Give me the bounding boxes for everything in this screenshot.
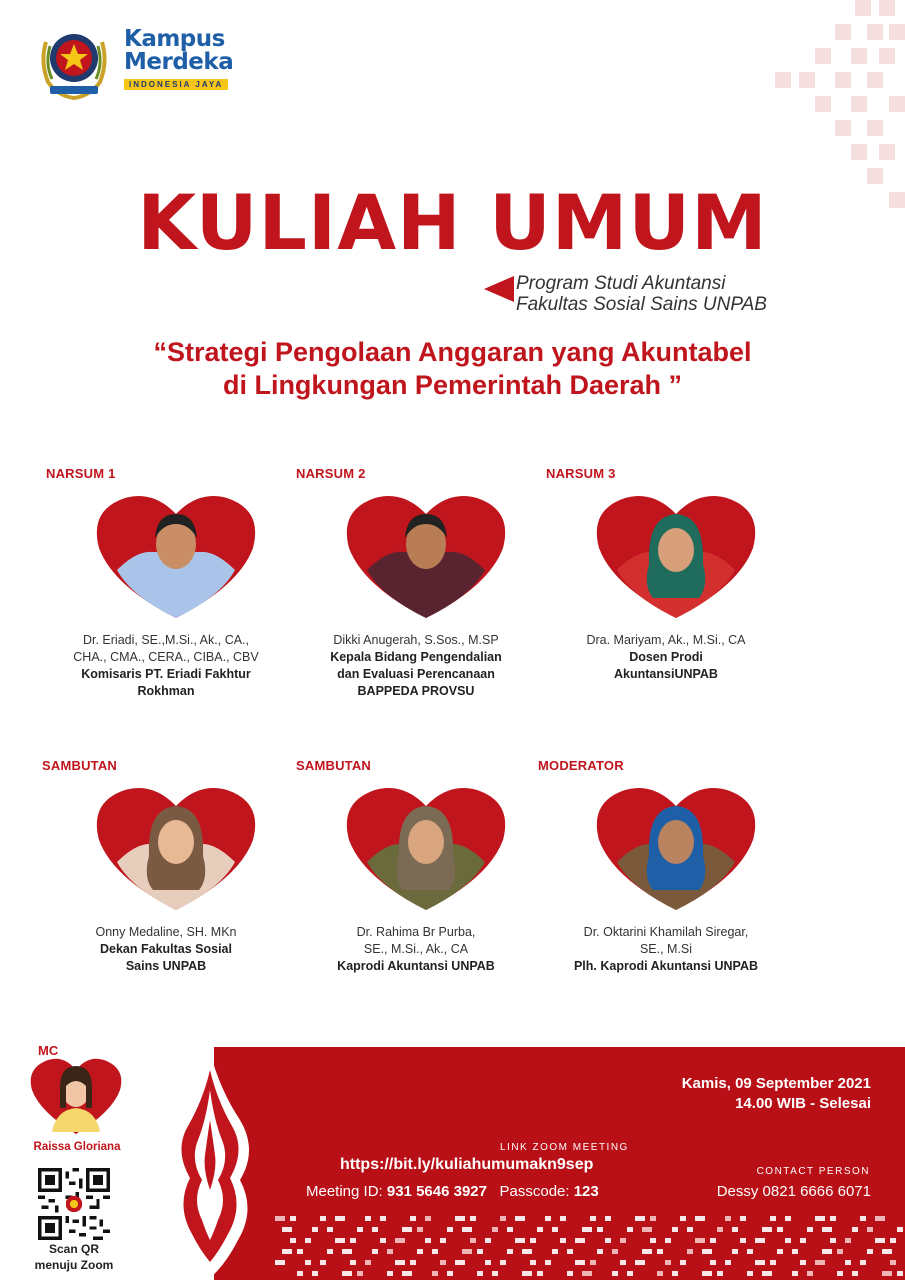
pattern-cell (477, 1271, 483, 1276)
unpab-emblem-icon (36, 22, 112, 100)
speaker-title-line: Kaprodi Akuntansi UNPAB (337, 959, 495, 973)
pattern-cell (297, 1249, 303, 1254)
pattern-cell (335, 1216, 345, 1221)
pattern-cell (530, 1238, 536, 1243)
pattern-cell (432, 1271, 438, 1276)
speaker-title-line: dan Evaluasi Perencanaan (337, 667, 495, 681)
pattern-cell (657, 1271, 663, 1276)
pattern-cell (845, 1238, 851, 1243)
speaker-photo (591, 778, 761, 913)
pattern-cell (477, 1249, 483, 1254)
speaker-name-line: Dr. Oktarini Khamilah Siregar, (583, 925, 749, 939)
pattern-cell (695, 1216, 705, 1221)
pattern-cell (755, 1238, 765, 1243)
pattern-cell (387, 1249, 393, 1254)
pattern-cell (620, 1238, 626, 1243)
speaker-name-line: SE., M.Si (639, 942, 693, 956)
pattern-cell (800, 1238, 806, 1243)
pattern-cell (410, 1216, 416, 1221)
meeting-id-label: Meeting ID: (306, 1183, 383, 1200)
pattern-cell (732, 1227, 738, 1232)
pattern-cell (275, 1216, 285, 1221)
kampus-logo-tagline: INDONESIA JAYA (124, 79, 228, 90)
pattern-cell (890, 1260, 896, 1265)
speaker-title-line: Sains UNPAB (125, 959, 207, 973)
mc-role-label: MC (38, 1043, 59, 1058)
mc-photo (26, 1052, 126, 1137)
pattern-cell (875, 1216, 885, 1221)
gorga-ornament-icon (160, 1050, 260, 1280)
pattern-cell (552, 1249, 558, 1254)
pattern-cell (290, 1216, 296, 1221)
pattern-cell (837, 1249, 843, 1254)
speaker-photo (91, 486, 261, 621)
pattern-cell (432, 1249, 438, 1254)
pattern-cell (417, 1227, 423, 1232)
pattern-cell (807, 1271, 813, 1276)
pattern-cell (380, 1216, 386, 1221)
pattern-cell (492, 1227, 498, 1232)
speaker-photo (341, 778, 511, 913)
pattern-cell (575, 1260, 585, 1265)
qr-caption-line2: menuju Zoom (34, 1258, 114, 1272)
pattern-cell (380, 1238, 386, 1243)
pattern-cell (792, 1271, 798, 1276)
speaker-name-line: CHA., CMA., CERA., CIBA., CBV (73, 650, 259, 664)
pattern-cell (597, 1227, 603, 1232)
pattern-cell (515, 1216, 525, 1221)
pattern-cell (290, 1238, 296, 1243)
speaker-title-line: Rokhman (137, 684, 195, 698)
pattern-cell (672, 1227, 678, 1232)
pattern-cell (507, 1249, 513, 1254)
pattern-cell (335, 1238, 345, 1243)
pattern-cell (800, 1260, 806, 1265)
pattern-cell (305, 1260, 311, 1265)
pattern-cell (830, 1216, 836, 1221)
pattern-cell (860, 1216, 866, 1221)
pattern-cell (590, 1260, 596, 1265)
page-title: KULIAH UMUM (137, 178, 768, 267)
speaker-photo (591, 486, 761, 621)
pattern-cell (470, 1238, 476, 1243)
pattern-cell (740, 1238, 746, 1243)
qr-caption-line1: Scan QR (48, 1242, 99, 1256)
speaker-title-line: Kepala Bidang Pengendalian (330, 650, 502, 664)
pattern-cell (597, 1249, 603, 1254)
speaker-role: NARSUM 3 (546, 466, 616, 481)
speaker-name-line: Dr. Rahima Br Purba, (356, 925, 476, 939)
pattern-cell (582, 1227, 592, 1232)
pattern-cell (882, 1249, 892, 1254)
pattern-cell (717, 1271, 723, 1276)
speaker-title-line: AkuntansiUNPAB (614, 667, 718, 681)
pattern-cell (830, 1238, 836, 1243)
pattern-cell (627, 1227, 633, 1232)
speaker-card (42, 758, 286, 1028)
pattern-cell (522, 1249, 532, 1254)
speaker-title-line: Dosen Prodi (629, 650, 703, 664)
pattern-cell (275, 1260, 285, 1265)
triangle-marker-icon (484, 276, 514, 302)
pattern-cell (650, 1216, 656, 1221)
pattern-cell (312, 1227, 318, 1232)
pattern-cell (455, 1216, 465, 1221)
speaker-card (538, 758, 786, 1028)
pattern-cell (897, 1227, 903, 1232)
pattern-cell (732, 1249, 738, 1254)
pattern-cell (837, 1271, 843, 1276)
speaker-name-line: SE., M.Si., Ak., CA (363, 942, 469, 956)
program-subtitle (516, 273, 896, 315)
pattern-cell (462, 1227, 472, 1232)
pattern-cell (560, 1216, 566, 1221)
pattern-cell (492, 1271, 498, 1276)
pattern-cell (545, 1216, 551, 1221)
speaker-card (296, 758, 536, 1028)
pattern-cell (702, 1271, 712, 1276)
pattern-cell (860, 1260, 866, 1265)
speaker-title-line: BAPPEDA PROVSU (357, 684, 475, 698)
pattern-cell (320, 1216, 326, 1221)
pattern-cell (350, 1238, 356, 1243)
pattern-cell (537, 1227, 543, 1232)
pattern-cell (890, 1238, 896, 1243)
pattern-cell (725, 1260, 731, 1265)
pattern-cell (350, 1260, 356, 1265)
pattern-cell (785, 1216, 791, 1221)
pattern-cell (447, 1271, 453, 1276)
footer-decorative-pattern (275, 1212, 905, 1280)
pattern-cell (777, 1249, 783, 1254)
zoom-qr-code[interactable] (38, 1168, 110, 1240)
pattern-cell (365, 1216, 371, 1221)
pattern-cell (560, 1238, 566, 1243)
theme-line2: di Lingkungan Pemerintah Daerah ” (222, 370, 683, 400)
pattern-cell (755, 1260, 765, 1265)
pattern-cell (792, 1249, 798, 1254)
pattern-cell (500, 1216, 506, 1221)
pattern-cell (687, 1227, 693, 1232)
event-time: 14.00 WIB - Selesai (735, 1095, 871, 1112)
pattern-cell (507, 1227, 513, 1232)
pattern-cell (605, 1216, 611, 1221)
pattern-cell (425, 1238, 431, 1243)
kampus-logo-line1: Kampus (124, 26, 225, 52)
pattern-cell (770, 1216, 776, 1221)
event-datetime (560, 1074, 871, 1114)
pattern-cell (807, 1227, 813, 1232)
pattern-cell (665, 1260, 671, 1265)
pattern-cell (680, 1216, 686, 1221)
meeting-id-value: 931 5646 3927 (386, 1183, 487, 1200)
contact-person-label: CONTACT PERSON (756, 1166, 870, 1177)
pattern-cell (417, 1249, 423, 1254)
pattern-cell (387, 1271, 393, 1276)
pattern-cell (575, 1238, 585, 1243)
pattern-cell (567, 1271, 573, 1276)
pattern-cell (462, 1249, 472, 1254)
zoom-link-label: LINK ZOOM MEETING (500, 1142, 629, 1153)
pattern-cell (725, 1216, 731, 1221)
pattern-cell (282, 1249, 292, 1254)
pattern-cell (875, 1238, 885, 1243)
speaker-role: NARSUM 2 (296, 466, 366, 481)
event-date: Kamis, 09 September 2021 (681, 1075, 871, 1092)
pattern-cell (402, 1271, 412, 1276)
kampus-logo-line2: Merdeka (124, 49, 234, 75)
pattern-cell (327, 1227, 333, 1232)
pattern-cell (522, 1271, 532, 1276)
pattern-cell (320, 1260, 326, 1265)
speaker-info (46, 632, 286, 700)
pattern-cell (567, 1249, 573, 1254)
pattern-cell (702, 1249, 712, 1254)
pattern-cell (642, 1227, 652, 1232)
pattern-cell (470, 1216, 476, 1221)
pattern-cell (342, 1271, 352, 1276)
kampus-merdeka-logo (124, 28, 274, 92)
program-line2: Fakultas Sosial Sains UNPAB (516, 294, 767, 315)
pattern-cell (312, 1271, 318, 1276)
theme-line1: “Strategi Pengolaan Anggaran yang Akuntabel (153, 337, 752, 367)
pattern-cell (620, 1260, 626, 1265)
pattern-cell (402, 1227, 412, 1232)
pattern-cell (365, 1260, 371, 1265)
lecture-theme (60, 336, 845, 402)
pattern-cell (357, 1227, 363, 1232)
pattern-cell (882, 1271, 892, 1276)
pattern-cell (590, 1216, 596, 1221)
pattern-cell (672, 1271, 678, 1276)
pattern-cell (440, 1260, 446, 1265)
pattern-cell (582, 1271, 592, 1276)
pattern-cell (410, 1260, 416, 1265)
pattern-cell (440, 1238, 446, 1243)
pattern-cell (657, 1249, 663, 1254)
pattern-cell (695, 1238, 705, 1243)
speaker-card (46, 466, 286, 736)
speaker-info (546, 632, 786, 683)
pattern-cell (327, 1249, 333, 1254)
meeting-credentials (306, 1183, 599, 1200)
pattern-cell (777, 1227, 783, 1232)
speaker-role: MODERATOR (538, 758, 624, 773)
pattern-cell (545, 1260, 551, 1265)
pattern-cell (845, 1260, 851, 1265)
pattern-cell (710, 1260, 716, 1265)
pattern-cell (650, 1238, 656, 1243)
speaker-name-line: Onny Medaline, SH. MKn (95, 925, 237, 939)
zoom-link[interactable]: https://bit.ly/kuliahumumakn9sep (340, 1156, 594, 1173)
passcode-value: 123 (573, 1183, 599, 1200)
pattern-cell (852, 1271, 858, 1276)
speaker-info (296, 632, 536, 700)
speaker-info (546, 924, 786, 975)
pattern-cell (282, 1227, 292, 1232)
pattern-cell (897, 1271, 903, 1276)
speaker-role: SAMBUTAN (296, 758, 372, 773)
speaker-card (546, 466, 786, 736)
speaker-role: SAMBUTAN (42, 758, 118, 773)
pattern-cell (627, 1271, 633, 1276)
contact-person-value: Dessy 0821 6666 6071 (716, 1183, 871, 1200)
pattern-cell (687, 1249, 693, 1254)
pattern-cell (710, 1238, 716, 1243)
passcode-label: Passcode: (499, 1183, 570, 1200)
mc-name: Raissa Gloriana (33, 1141, 121, 1153)
pattern-cell (717, 1227, 723, 1232)
pattern-cell (612, 1271, 618, 1276)
pattern-cell (612, 1249, 618, 1254)
pattern-cell (372, 1227, 378, 1232)
speaker-photo (91, 778, 261, 913)
pattern-cell (747, 1271, 753, 1276)
pattern-cell (822, 1249, 832, 1254)
pattern-cell (815, 1260, 825, 1265)
speaker-name-line: Dr. Eriadi, SE.,M.Si., Ak., CA., (82, 633, 249, 647)
pattern-cell (485, 1238, 491, 1243)
program-line1: Program Studi Akuntansi (516, 273, 726, 294)
pattern-cell (680, 1260, 686, 1265)
pattern-cell (605, 1238, 611, 1243)
pattern-cell (455, 1260, 465, 1265)
pattern-cell (552, 1227, 558, 1232)
pattern-cell (395, 1238, 405, 1243)
speaker-name-line: Dra. Mariyam, Ak., M.Si., CA (586, 633, 746, 647)
pattern-cell (747, 1249, 753, 1254)
pattern-cell (762, 1227, 772, 1232)
pattern-cell (852, 1227, 858, 1232)
pattern-cell (867, 1249, 873, 1254)
qr-caption (18, 1241, 130, 1273)
pattern-cell (447, 1227, 453, 1232)
speaker-title-line: Komisaris PT. Eriadi Fakhtur (81, 667, 251, 681)
pattern-cell (537, 1271, 543, 1276)
pattern-cell (762, 1271, 772, 1276)
speaker-title-line: Dekan Fakultas Sosial (99, 942, 232, 956)
pattern-cell (665, 1238, 671, 1243)
pattern-cell (635, 1260, 645, 1265)
speaker-role: NARSUM 1 (46, 466, 116, 481)
pattern-cell (815, 1216, 825, 1221)
speaker-title-line: Plh. Kaprodi Akuntansi UNPAB (573, 959, 759, 973)
pattern-cell (740, 1216, 746, 1221)
pattern-cell (297, 1271, 303, 1276)
pattern-cell (642, 1249, 652, 1254)
pattern-cell (357, 1271, 363, 1276)
pattern-cell (822, 1227, 832, 1232)
pattern-cell (425, 1216, 431, 1221)
pattern-cell (372, 1249, 378, 1254)
pattern-cell (395, 1260, 405, 1265)
speaker-name-line: Dikki Anugerah, S.Sos., M.SP (333, 633, 499, 647)
speaker-info (46, 924, 286, 975)
pattern-cell (785, 1238, 791, 1243)
pattern-cell (305, 1238, 311, 1243)
pattern-cell (635, 1216, 645, 1221)
speaker-photo (341, 486, 511, 621)
pattern-cell (342, 1249, 352, 1254)
speaker-info (296, 924, 536, 975)
pattern-cell (485, 1260, 491, 1265)
pattern-cell (770, 1260, 776, 1265)
pattern-cell (530, 1260, 536, 1265)
speaker-card (296, 466, 536, 736)
pattern-cell (500, 1260, 506, 1265)
pattern-cell (515, 1238, 525, 1243)
pattern-cell (867, 1227, 873, 1232)
